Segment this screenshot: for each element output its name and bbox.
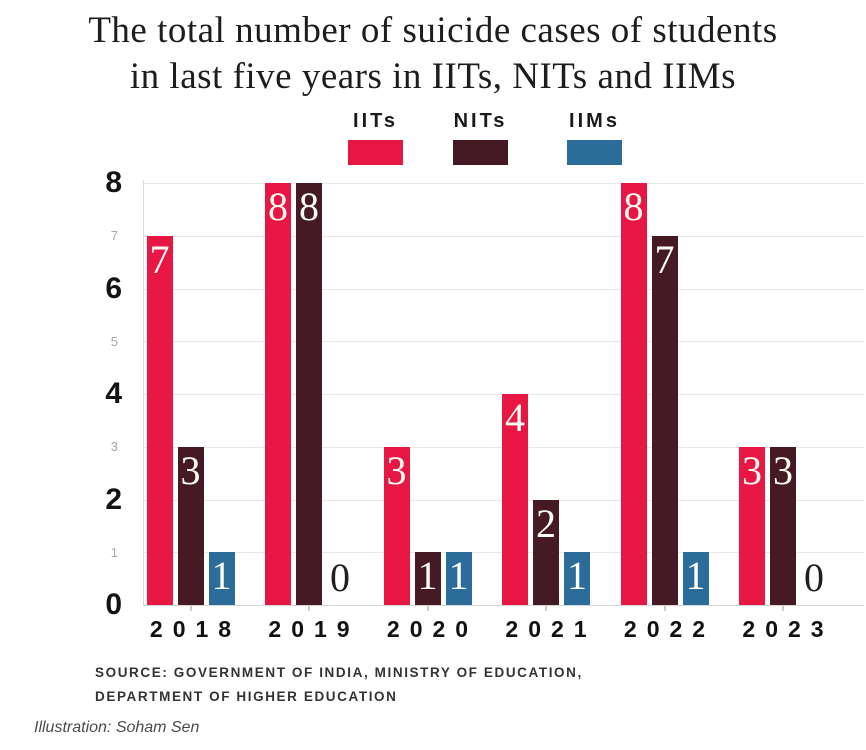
- chart-title-line-2: in last five years in IITs, NITs and IIMs: [129, 56, 737, 97]
- x-tick-2018: [190, 606, 192, 611]
- x-axis-label-2021: 2021: [505, 616, 597, 642]
- y-tick-label-0: 0: [105, 588, 122, 621]
- bar-iims-2021: [564, 552, 590, 605]
- x-axis-label-2022: 2022: [623, 616, 716, 642]
- bar-iims-2020: [446, 552, 472, 605]
- bar-iits-2020: [384, 447, 410, 605]
- bar-nits-2019: [296, 183, 322, 605]
- x-axis-label-2020: 2020: [386, 616, 479, 642]
- legend-label-iims: IIMs: [569, 110, 620, 132]
- legend-label-nits: NITs: [453, 110, 508, 132]
- legend-swatch-iims: [567, 140, 622, 165]
- gridline-8: [143, 183, 864, 184]
- bar-value-iits-2021: 4: [505, 395, 525, 440]
- bar-nits-2021: [533, 500, 559, 606]
- legend-swatch-nits: [453, 140, 508, 165]
- gridline-7: [143, 236, 864, 237]
- source-note-line-1: SOURCE: GOVERNMENT OF INDIA, MINISTRY OF EDUCATION,: [95, 665, 583, 680]
- bar-value-iims-2020: 1: [448, 553, 469, 599]
- bar-value-iims-2018: 1: [211, 553, 232, 599]
- bar-iits-2023: [739, 447, 765, 605]
- source-note: [95, 661, 583, 709]
- x-tick-2019: [308, 606, 310, 611]
- chart-title: [0, 8, 866, 100]
- bar-value-nits-2022: 7: [654, 236, 675, 282]
- bar-value-iits-2022: 8: [623, 184, 644, 229]
- y-tick-label-2: 2: [105, 482, 122, 516]
- legend-swatch-iits: [348, 140, 403, 165]
- chart-title-line-1: The total number of suicide cases of students: [88, 10, 778, 51]
- x-tick-2022: [664, 606, 666, 611]
- x-axis-line: [143, 605, 864, 606]
- bar-value-nits-2023: 3: [773, 447, 793, 493]
- legend-label-iits: IITs: [353, 110, 398, 132]
- x-tick-2021: [545, 606, 547, 611]
- y-axis-line: [143, 180, 144, 605]
- x-tick-2020: [427, 606, 429, 611]
- illustration-credit: Illustration: Soham Sen: [34, 719, 200, 736]
- y-tick-label-8: 8: [105, 166, 122, 199]
- bar-value-nits-2020: 1: [417, 553, 438, 599]
- bar-value-iims-2021: 1: [567, 553, 587, 599]
- bar-value-nits-2021: 2: [536, 500, 556, 546]
- source-note-line-2: DEPARTMENT OF HIGHER EDUCATION: [95, 689, 398, 704]
- y-tick-label-1: 1: [110, 544, 118, 560]
- y-tick-label-7: 7: [110, 228, 118, 244]
- x-axis-label-2019: 2019: [268, 616, 360, 642]
- bar-nits-2022: [652, 236, 678, 605]
- bar-value-iims-2023: 0: [804, 555, 824, 600]
- bar-value-iims-2022: 1: [685, 553, 706, 599]
- y-tick-label-4: 4: [105, 377, 122, 410]
- bar-value-iits-2019: 8: [268, 184, 288, 229]
- x-tick-2023: [782, 606, 784, 611]
- bar-value-iits-2018: 7: [149, 236, 170, 282]
- gridline-6: [143, 289, 864, 290]
- bar-iims-2022: [683, 552, 709, 605]
- bar-nits-2020: [415, 552, 441, 605]
- bar-nits-2018: [178, 447, 204, 605]
- y-tick-label-5: 5: [110, 333, 118, 349]
- bar-iits-2019: [265, 183, 291, 605]
- bar-iims-2018: [209, 552, 235, 605]
- bar-value-nits-2018: 3: [180, 447, 201, 493]
- x-axis-label-2018: 2018: [149, 616, 242, 642]
- bar-iits-2022: [621, 183, 647, 605]
- y-tick-label-6: 6: [105, 271, 122, 305]
- bar-iits-2021: [502, 394, 528, 605]
- bar-value-iits-2023: 3: [742, 447, 762, 493]
- x-axis-label-2023: 2023: [742, 616, 834, 642]
- bar-iits-2018: [147, 236, 173, 605]
- bar-value-iits-2020: 3: [386, 447, 407, 493]
- bar-value-nits-2019: 8: [299, 184, 319, 229]
- y-tick-label-3: 3: [110, 439, 118, 455]
- bar-nits-2023: [770, 447, 796, 605]
- gridline-5: [143, 341, 864, 342]
- bar-value-iims-2019: 0: [330, 555, 350, 600]
